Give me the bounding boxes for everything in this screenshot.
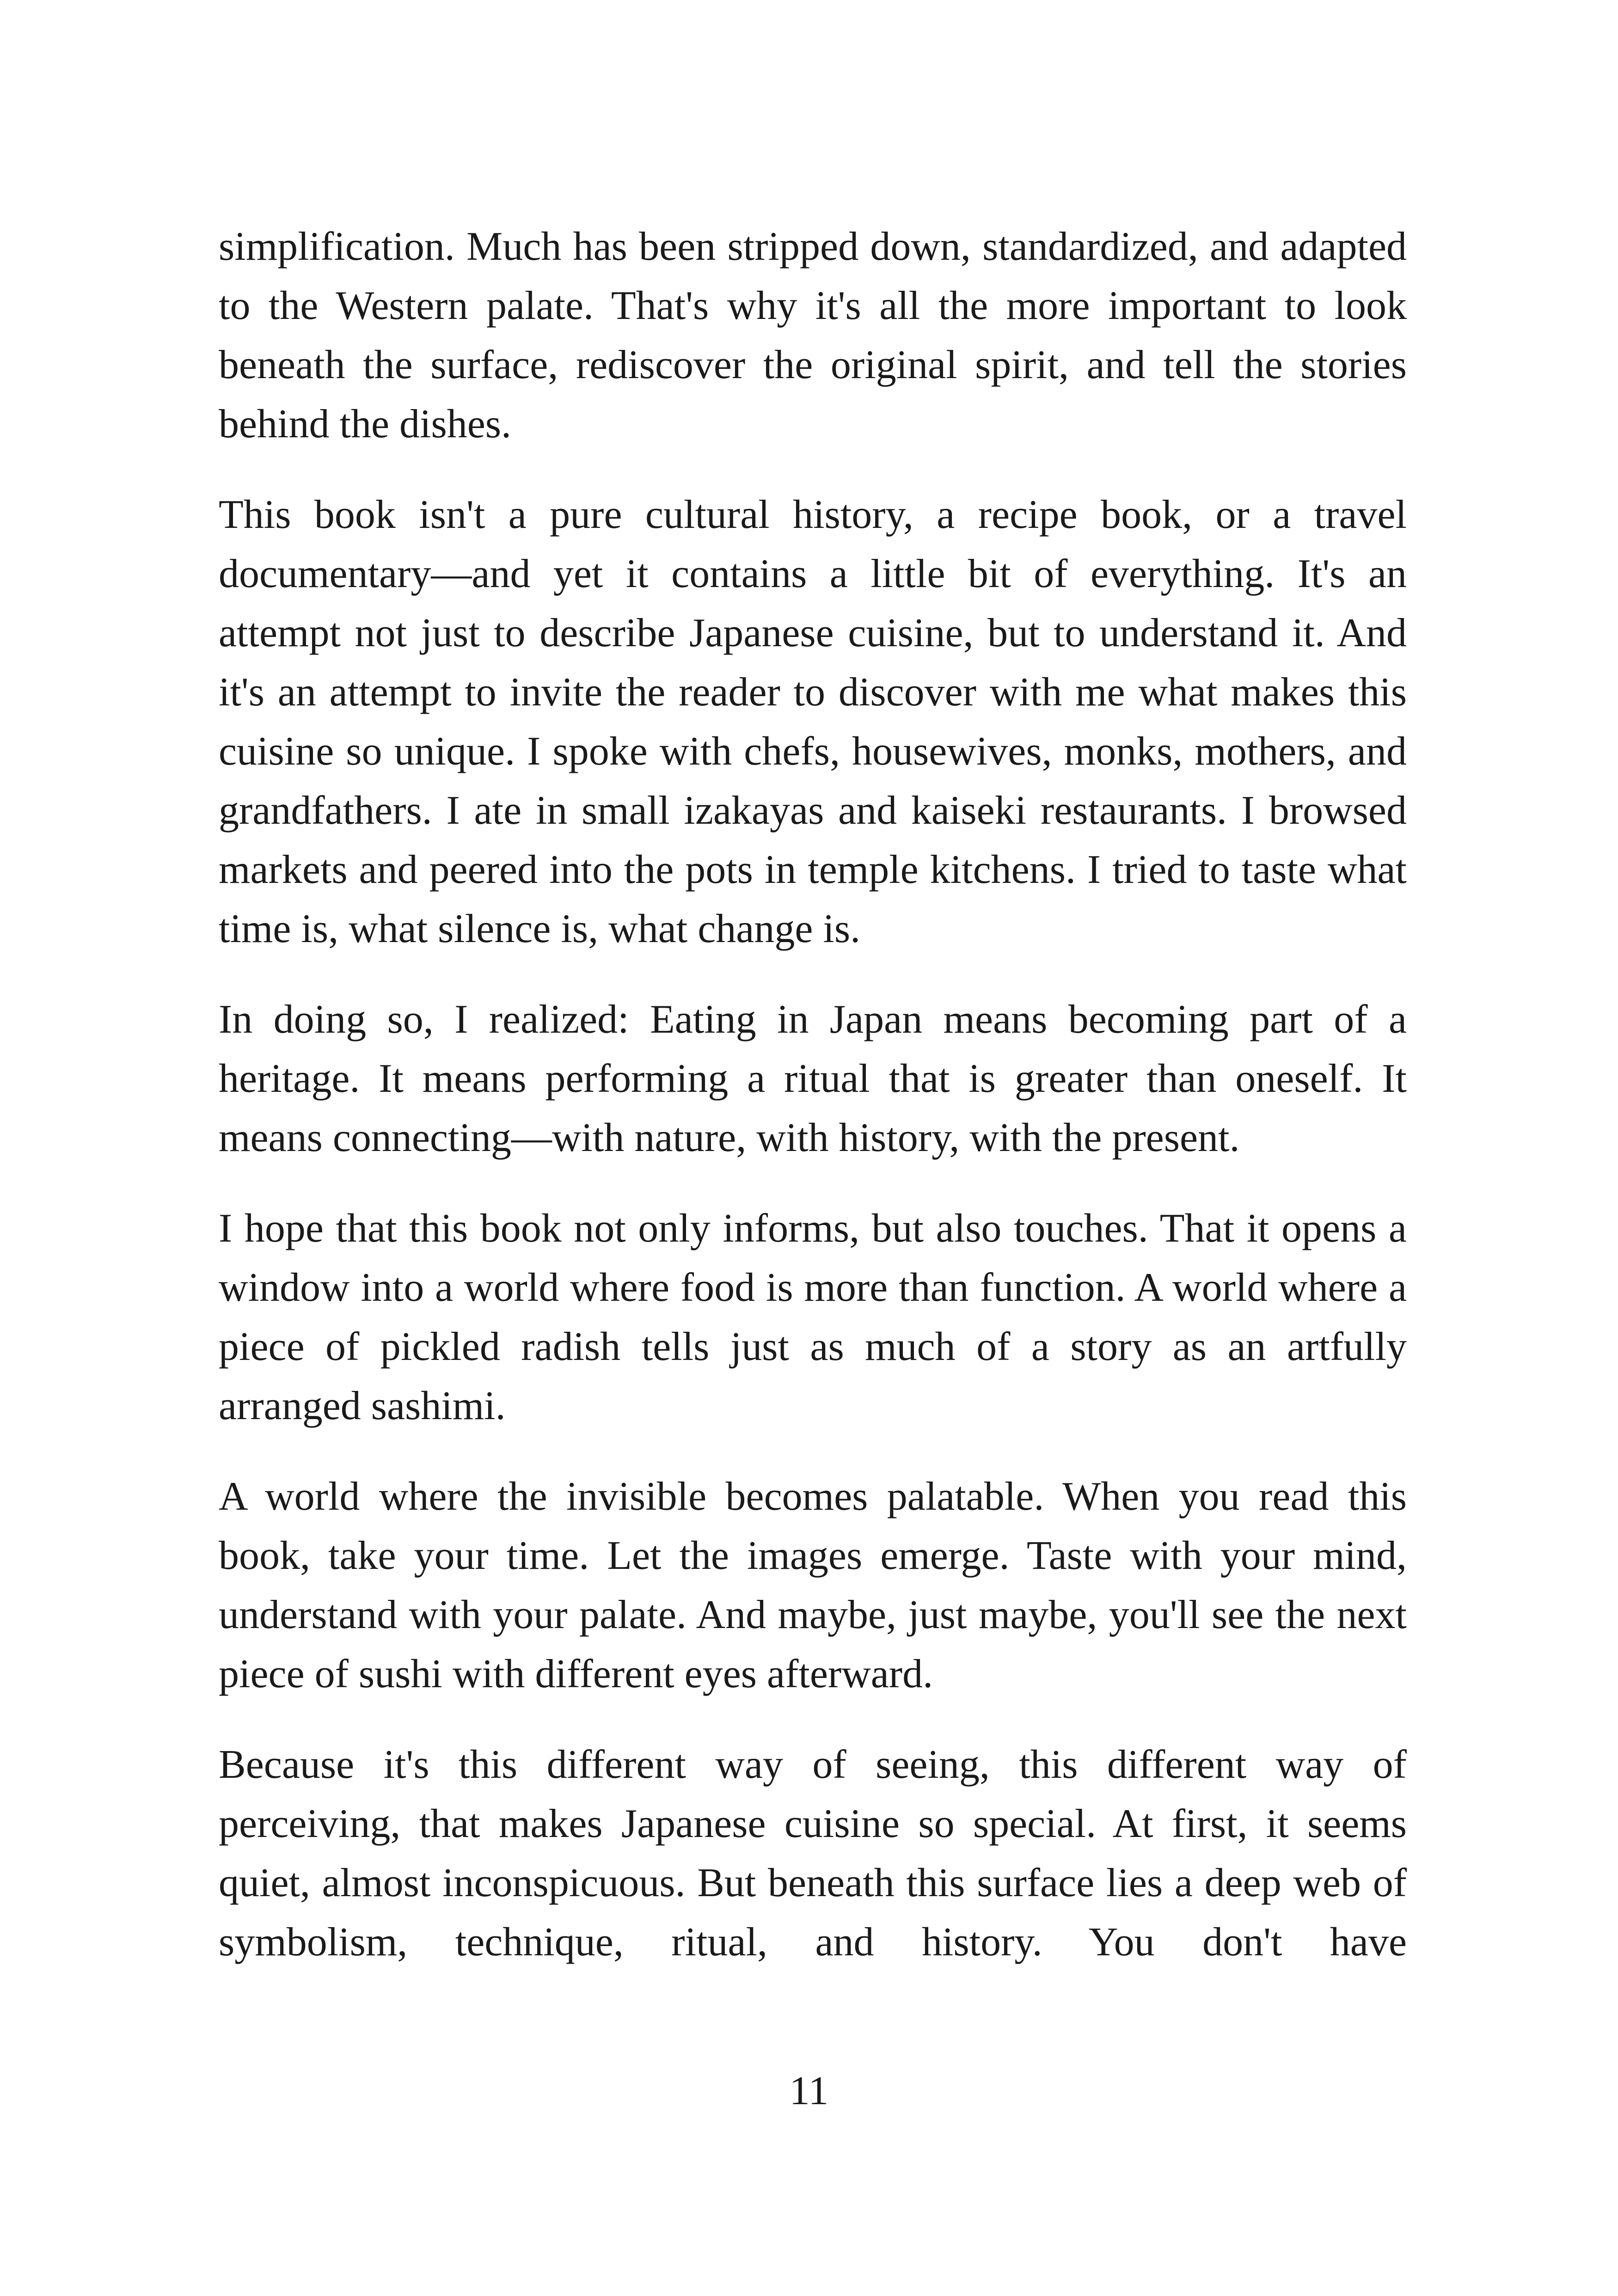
body-text [219, 217, 1407, 2003]
paragraph: This book isn't a pure cultural history, a recipe book, or a travel documentary—and yet it contains a little bit of everything. It's an attempt not just to describe Japanese cuisine, but to understand it. And it's an attempt to invite the reader to discover with me what makes this cuisine so unique. I spoke with chefs, housewives, monks, mothers, and grandfathers. I ate in small izakayas and kaiseki restaurants. I browsed markets and peered into the pots in temple kitchens. I tried to taste what time is, what silence is, what change is. [219, 492, 1407, 951]
page-number: 11 [789, 2069, 829, 2113]
paragraph: Because it's this different way of seeing, this different way of perceiving, that makes Japanese cuisine so special. At first, it seems quiet, almost inconspicuous. But beneath this surface lies a deep web of symbolism, technique, ritual, and history. You don't have [219, 1742, 1407, 1965]
paragraph: simplification. Much has been stripped down, standardized, and adapted to the Western palate. That's why it's all the more important to look beneath the surface, rediscover the original spirit, and tell the stories behind the dishes. [219, 224, 1407, 447]
paragraph: I hope that this book not only informs, but also touches. That it opens a window into a world where food is more than function. A world where a piece of pickled radish tells just as much of a story as an artfully arranged sashimi. [219, 1206, 1407, 1428]
paragraph: A world where the invisible becomes palatable. When you read this book, take your time. Let the images emerge. Taste with your mind, understand with your palate. And maybe, just maybe, you'll see the next piece of sushi with different eyes afterward. [219, 1474, 1407, 1696]
paragraph: In doing so, I realized: Eating in Japan means becoming part of a heritage. It means performing a ritual that is greater than oneself. It means connecting—with nature, with history, with the present. [219, 997, 1407, 1160]
